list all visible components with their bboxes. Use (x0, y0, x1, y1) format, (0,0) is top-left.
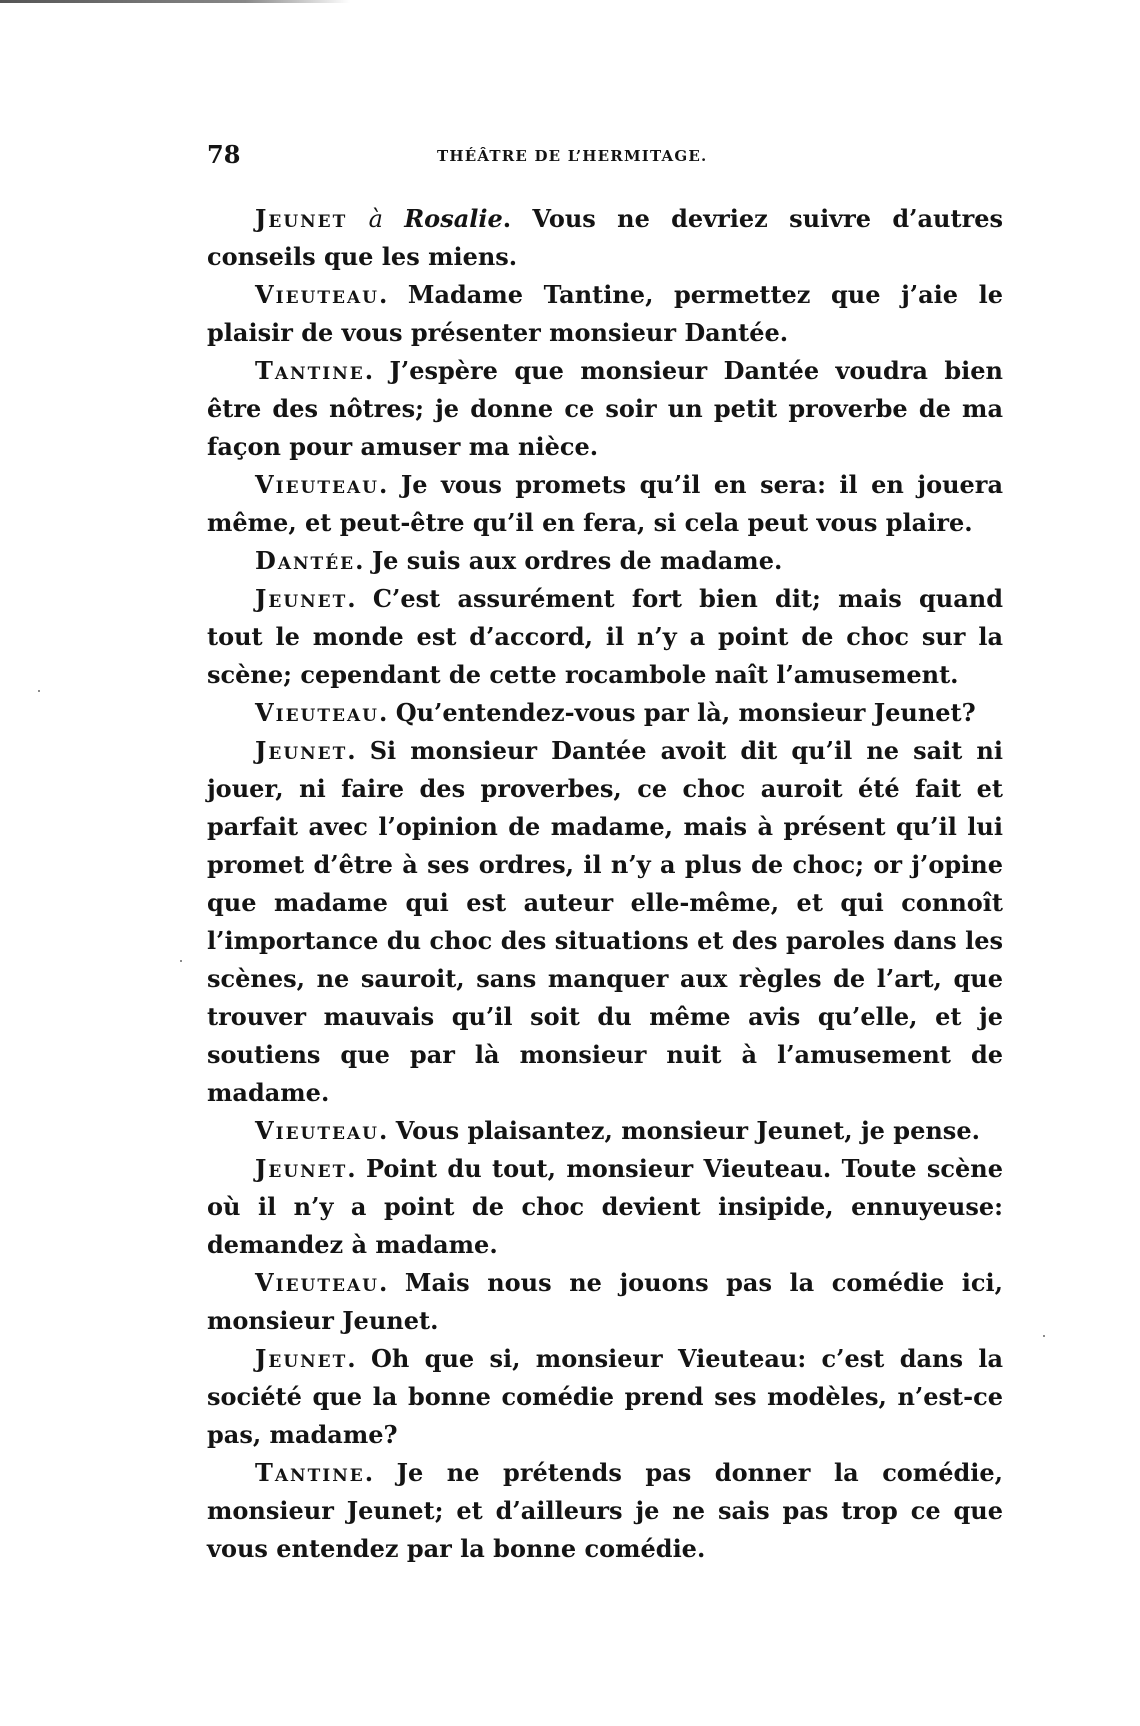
speaker-name: Tantine (255, 1458, 365, 1487)
dialogue-text: . Qu’entendez-vous par là, monsieur Jeunet? (378, 698, 976, 727)
speaker-name: Tantine (255, 356, 365, 385)
page-header (207, 140, 1007, 180)
dialogue-text: . Si monsieur Dantée avoit dit qu’il ne sait ni jouer, ni faire des proverbes, ce choc auroit été fait et parfait avec l’opinion de madame, mais à présent qu’il lui promet d’être à ses ordres, il n’y a plus de choc; or j’opine que madame qui est auteur elle-même, et qui connoît l’importance du choc des situations et des paroles dans les scènes, ne sauroit, sans manquer aux règles de l’art, que trouver mauvais qu’il soit du même avis qu’elle, et je soutiens que par là monsieur nuit à l’amusement de madame. (207, 736, 1003, 1107)
speaker-name: Jeunet (255, 1344, 348, 1373)
dialogue-text: . Je ne prétends pas donner la comédie, monsieur Jeunet; et d’ailleurs je ne sais pas trop ce que vous entendez par la bonne comédie. (207, 1458, 1003, 1563)
page-number: 78 (207, 140, 241, 169)
speaker-name: Vieuteau (255, 1268, 379, 1297)
dialogue-paragraph (207, 1112, 1003, 1150)
speaker-name: Dantée (255, 546, 356, 575)
dialogue-paragraph (207, 542, 1003, 580)
dialogue-paragraph (207, 1454, 1003, 1568)
dialogue-paragraph (207, 466, 1003, 542)
dialogue-text: . C’est assurément fort bien dit; mais quand tout le monde est d’accord, il n’y a point de choc sur la scène; cependant de cette rocambole naît l’amusement. (207, 584, 1003, 689)
dialogue-paragraph (207, 1150, 1003, 1264)
speaker-name: Vieuteau (255, 470, 379, 499)
margin-speck (180, 960, 182, 962)
dialogue-paragraph (207, 200, 1003, 276)
stage-direction-target: Rosalie (404, 204, 503, 233)
dialogue-text: . Vous plaisantez, monsieur Jeunet, je pense. (378, 1116, 980, 1145)
dialogue-text: . Mais nous ne jouons pas la comédie ici, monsieur Jeunet. (207, 1268, 1003, 1335)
speaker-name: Vieuteau (255, 698, 379, 727)
dialogue-text: . J’espère que monsieur Dantée voudra bien être des nôtres; je donne ce soir un petit proverbe de ma façon pour amuser ma nièce. (207, 356, 1003, 461)
dialogue-paragraph (207, 352, 1003, 466)
dialogue-paragraph (207, 276, 1003, 352)
speaker-name: Vieuteau (255, 1116, 379, 1145)
dialogue-paragraph (207, 580, 1003, 694)
speaker-name: Jeunet (255, 1154, 348, 1183)
dialogue-text: . Je vous promets qu’il en sera: il en jouera même, et peut-être qu’il en fera, si cela peut vous plaire. (207, 470, 1003, 537)
margin-speck (1043, 1335, 1045, 1337)
dialogue-text: . Madame Tantine, permettez que j’aie le plaisir de vous présenter monsieur Dantée. (207, 280, 1003, 347)
dialogue-paragraph (207, 694, 1003, 732)
stage-direction: à (368, 205, 383, 233)
dialogue-text: . Je suis aux ordres de madame. (355, 546, 783, 575)
dialogue-paragraph (207, 732, 1003, 1112)
running-title: THÉÂTRE DE L’HERMITAGE. (437, 147, 708, 165)
dialogue-paragraph (207, 1340, 1003, 1454)
speaker-name: Jeunet (255, 204, 348, 233)
speaker-name: Vieuteau (255, 280, 379, 309)
dialogue-text: . Oh que si, monsieur Vieuteau: c’est dans la société que la bonne comédie prend ses modèles, n’est-ce pas, madame? (207, 1344, 1003, 1449)
speaker-name: Jeunet (255, 584, 348, 613)
dialogue-text: . Point du tout, monsieur Vieuteau. Toute scène où il n’y a point de choc devient insipide, ennuyeuse: demandez à madame. (207, 1154, 1003, 1259)
dialogue-body (207, 200, 1003, 1568)
scan-edge-mark (0, 0, 350, 3)
dialogue-paragraph (207, 1264, 1003, 1340)
speaker-name: Jeunet (255, 736, 348, 765)
margin-speck (38, 690, 40, 692)
dialogue-text: . Vous ne devriez suivre d’autres conseils que les miens. (207, 204, 1004, 271)
